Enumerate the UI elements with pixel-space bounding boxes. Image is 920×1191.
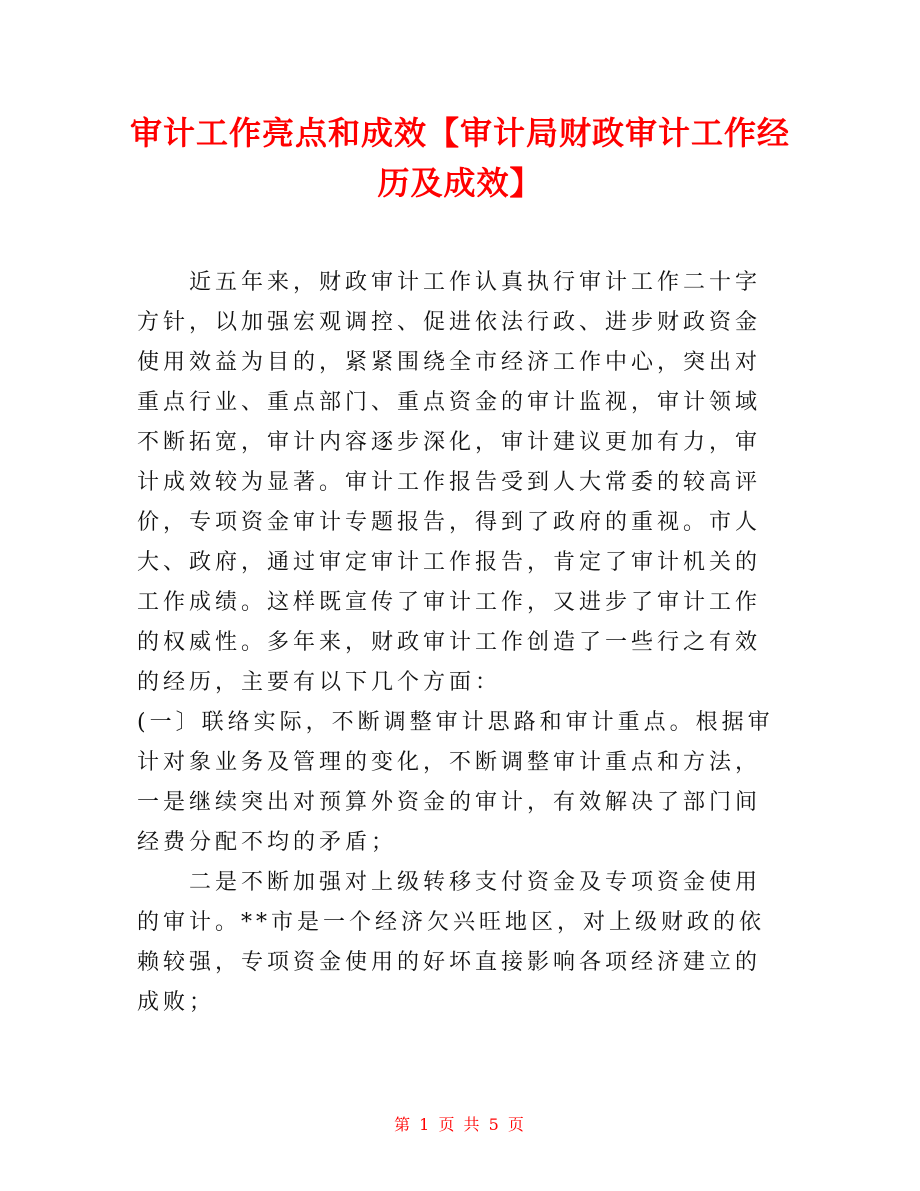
document-title: 审计工作亮点和成效【审计局财政审计工作经历及成效】 [129,114,790,202]
document-body [137,263,783,1023]
paragraph-intro: 近五年来，财政审计工作认真执行审计工作二十字方针，以加强宏观调控、促进依法行政、进步财政资金使用效益为目的，紧紧围绕全市经济工作中心，突出对重点行业、重点部门、重点资金的审计监视，审计领域不断拓宽，审计内容逐步深化，审计建议更加有力，审计成效较为显著。审计工作报告受到人大常委的较高评价，专项资金审计专题报告，得到了政府的重视。市人大、政府，通过审定审计工作报告，肯定了审计机关的工作成绩。这样既宣传了审计工作，又进步了审计工作的权威性。多年来，财政审计工作创造了一些行之有效的经历，主要有以下几个方面： [137,270,762,695]
paragraph-point-two: 二是不断加强对上级转移支付资金及专项资金使用的审计。**市是一个经济欠兴旺地区，对上级财政的依赖较强，专项资金使用的好坏直接影响各项经济建立的成败； [137,870,766,1015]
page-number-footer: 第 1 页 共 5 页 [394,1115,526,1134]
paragraph-point-one: (一〕联络实际，不断调整审计思路和审计重点。根据审计对象业务及管理的变化，不断调整审计重点和方法，一是继续突出对预算外资金的审计，有效解决了部门间经费分配不均的矛盾； [137,710,774,855]
